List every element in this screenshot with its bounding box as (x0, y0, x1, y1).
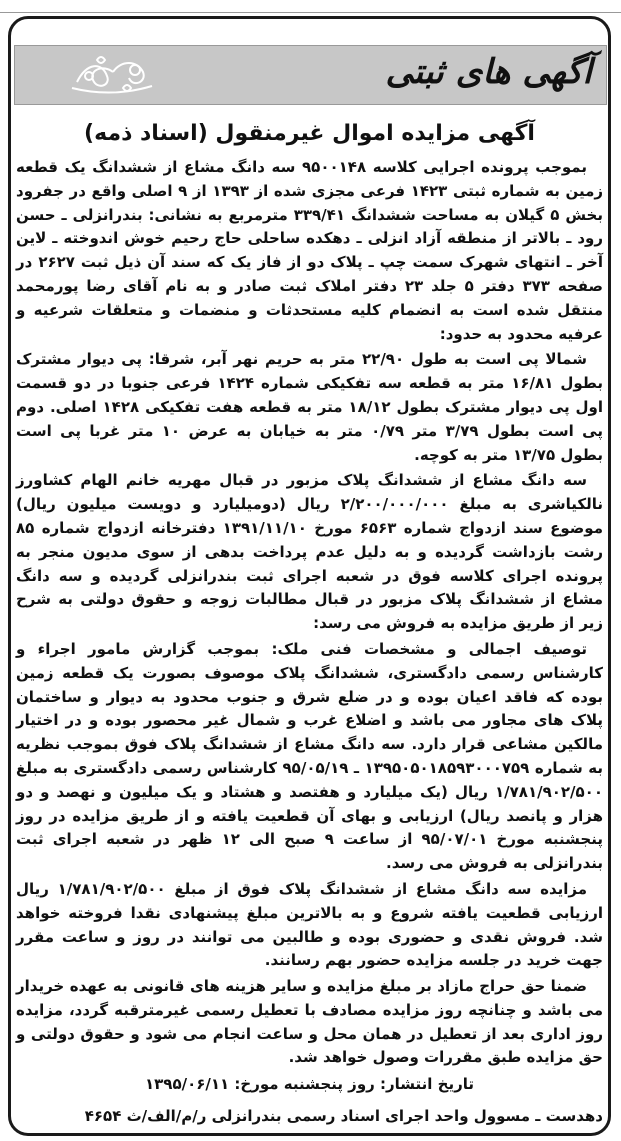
page-top-rule (0, 0, 621, 13)
notice-paragraph: شمالا پی است به طول ۲۲/۹۰ متر به حریم نهر آبر، شرقا: پی دیوار مشترک بطول ۱۶/۸۱ متر به قطعه سه تفکیکی شماره ۱۴۲۴ فرعی جنوبا در دو قسمت اول پی دیوار مشترک بطول ۱۸/۱۲ متر به قطعه هفت تفکیکی ۱۴۲۸ اصلی. دوم پی است بطول ۳/۷۹ متر ۰/۷۹ متر به خیابان به عرض ۱۰ متر غربا پی است بطول ۱۳/۷۵ متر به کوچه. (16, 350, 603, 464)
floral-ornament-icon (67, 52, 157, 98)
notice-paragraph: بموجب پرونده اجرایی کلاسه ۹۵۰۰۱۴۸ سه دانگ مشاع از ششدانگ یک قطعه زمین به شماره ثبتی ۱۴۲۳ فرعی مجزی شده از ۱۳۹۳ از ۹ اصلی واقع در جفرود بخش ۵ گیلان به مساحت ششدانگ ۳۳۹/۴۱ مترمربع به نشانی: بندرانزلی ـ حسن رود ـ بالاتر از منطقه آزاد انزلی ـ دهکده ساحلی حاج رحیم خوش اندوخته ـ لاین آخر ـ انتهای شهرک سمت چپ ـ پلاک دو از فاز یک که سند آن ذیل ثبت ۲۶۲۷ در صفحه ۳۷۳ دفتر ۵ جلد ۲۳ دفتر املاک ثبت صادر و به نام آقای رضا پورمحمد منتقل شده است به انضمام کلیه مستحدثات و منضمات و متعلقات شرعیه و عرفیه محدود به حدود: (16, 158, 604, 343)
notice-paragraph: ضمنا حق حراج مازاد بر مبلغ مزایده و سایر هزینه های قانونی به عهده خریدار می باشد و چنانچه روز مزایده مصادف با تعطیل رسمی غیرمترقبه گردد، مزایده روز اداری بعد از تعطیل در همان محل و ساعت انجام می شود و حقوق دولتی و حق مزایده طبق مقررات وصول خواهد شد. (16, 977, 603, 1067)
notice-signature: دهدست ـ مسوول واحد اجرای اسناد رسمی بندرانزلی ر/م/الف/ث ۴۶۵۴ (84, 1107, 603, 1126)
notice-paragraph: توصیف اجمالی و مشخصات فنی ملک: بموجب گزارش مامور اجراء و کارشناس رسمی دادگستری، ششدانگ پلاک موصوف بصورت یک قطعه زمین بوده که فاقد اعیان بوده و در ضلع شرق و جنوب محدود به دیوار و ساختمان پلاک های مجاور می باشد و اضلاع غرب و شمال غیر محصور بوده و در اختیار مالکین مشاعی قرار دارد. سه دانگ مشاع از ششدانگ پلاک فوق بموجب نظریه به شماره ۱۳۹۵۰۵۰۱۸۵۹۳۰۰۰۷۵۹ ـ ۹۵/۰۵/۱۹ کارشناس رسمی دادگستری به مبلغ ۱/۷۸۱/۹۰۲/۵۰۰ ریال (یک میلیارد و هفتصد و هشتاد و یک میلیون و نهصد و دو هزار و پانصد ریال) ارزیابی و بهای آن قطعیت یافته و از طریق مزایده در روز پنجشنبه مورخ ۹۵/۰۷/۰۱ از ساعت ۹ صبح الی ۱۲ ظهر در شعبه اجرای ثبت بندرانزلی به فروش می رسد. (16, 639, 603, 873)
notice-title: آگهی مزایده اموال غیرمنقول (اسناد ذمه) (84, 121, 535, 146)
section-title: آگهی های ثبتی (385, 52, 592, 92)
notice-paragraph: مزایده سه دانگ مشاع از ششدانگ پلاک فوق از مبلغ ۱/۷۸۱/۹۰۲/۵۰۰ ریال ارزیابی قطعیت یافته شروع و به بالاترین مبلغ پیشنهادی نقدا فروخته خواهد شد. فروش نقدی و حضوری بوده و طالبین می توانند در روز و ساعت مقرر جهت خرید در جلسه مزایده حضور بهم رسانند. (16, 879, 603, 970)
publish-date: تاریخ انتشار: روز پنجشنبه مورخ: ۱۳۹۵/۰۶/۱۱ (145, 1075, 474, 1094)
section-banner (14, 45, 607, 105)
notice-paragraph: سه دانگ مشاع از ششدانگ پلاک مزبور در قبال مهریه خانم الهام کشاورز نالکیاشری به مبلغ ۲/۲۰۰/۰۰۰/۰۰۰ ریال (دومیلیارد و دویست میلیون ریال) موضوع سند ازدواج شماره ۶۵۶۳ مورخ ۱۳۹۱/۱۱/۱۰ دفترخانه ازدواج شماره ۸۵ رشت بازداشت گردیده و به دلیل عدم پرداخت بدهی از سوی مدیون منجر به پرونده اجرای کلاسه فوق در شعبه اجرای ثبت بندرانزلی گردیده و سه دانگ مشاع از ششدانگ پلاک مزبور در قبال مطالبات زوجه و حقوق دولتی به شرح زیر از طریق مزایده به فروش می رسد: (16, 471, 603, 633)
notice-content (16, 118, 603, 1128)
